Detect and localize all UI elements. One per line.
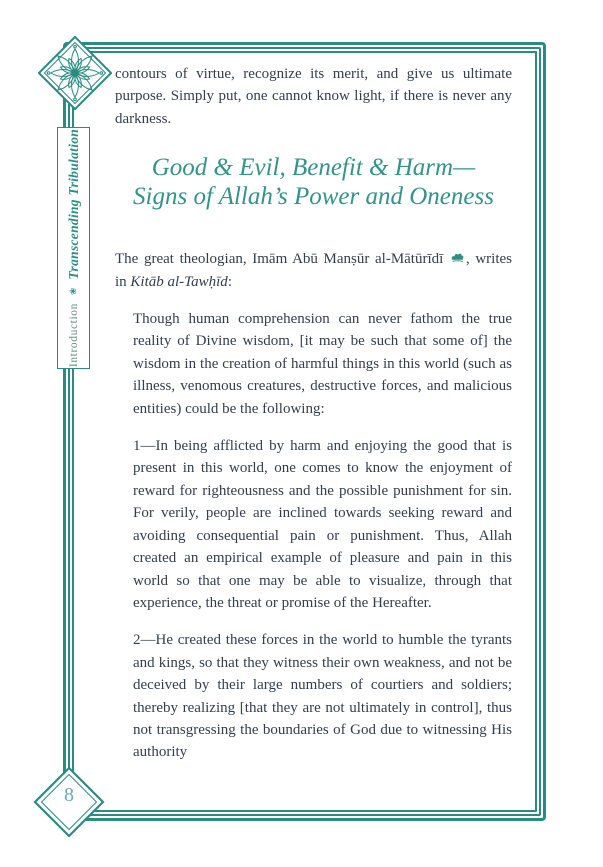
block-quote (133, 308, 512, 764)
attribution-text-before: The great theologian, Imām Abū Manṣūr al-Mātūrīdī (115, 251, 444, 268)
attribution-colon: : (227, 273, 232, 290)
quote-paragraph-1: 1—In being afflicted by harm and enjoying the good that is present in this world, one comes to know the enjoyment of reward for righteousness and the possible punishment for sin. For verily, people are inclined towards seeking reward and avoiding consequential pain or punishment. Thus, Allah created an empirical example of pleasure and pain in this world so that one may be able to visualize, through that experience, the threat or promise of the Hereafter. (133, 438, 512, 611)
attribution-text-after: , writes in (115, 251, 512, 290)
page-number: 8 (64, 784, 74, 806)
quote-paragraph-intro: Though human comprehension can never fathom the true reality of Divine wisdom, [it may be such that some of] the wisdom in the creation of harmful things in this world (such as illness, venomous creatures, destructive forces, and malicious entities) could be the following: (133, 311, 512, 417)
quote-paragraph-2: 2—He created these forces in the world to humble the tyrants and kings, so that they witness their own weakness, and not be deceived by their large numbers of courtiers and soldiers; thereby realizing [that they are not ultimately in control], thus not transgressing the boundaries of God due to witnessing His authority (133, 632, 512, 761)
sidebar-tab (57, 127, 90, 369)
sidebar-tab-text (59, 130, 89, 366)
opening-paragraph: contours of virtue, recognize its merit, and give us ultimate purpose. Simply put, one cannot know light, if there is never any darkness. (115, 66, 512, 127)
work-title: Kitāb al-Tawḥīd (130, 273, 228, 290)
honorific-calligraphy-icon (450, 248, 465, 270)
sidebar-section-label: Introduction (67, 303, 80, 368)
page-number-diamond (33, 766, 105, 838)
corner-mandala-ornament-icon (38, 36, 112, 110)
section-heading-line2: Signs of Allah’s Power and Oneness (133, 183, 494, 211)
sidebar-book-title: Transcending Tribulation (65, 128, 81, 280)
page-content (115, 63, 512, 764)
florette-icon: ❀ (68, 287, 79, 296)
section-heading (115, 153, 512, 211)
attribution-paragraph (115, 248, 512, 293)
section-heading-line1: Good & Evil, Benefit & Harm— (151, 154, 476, 182)
